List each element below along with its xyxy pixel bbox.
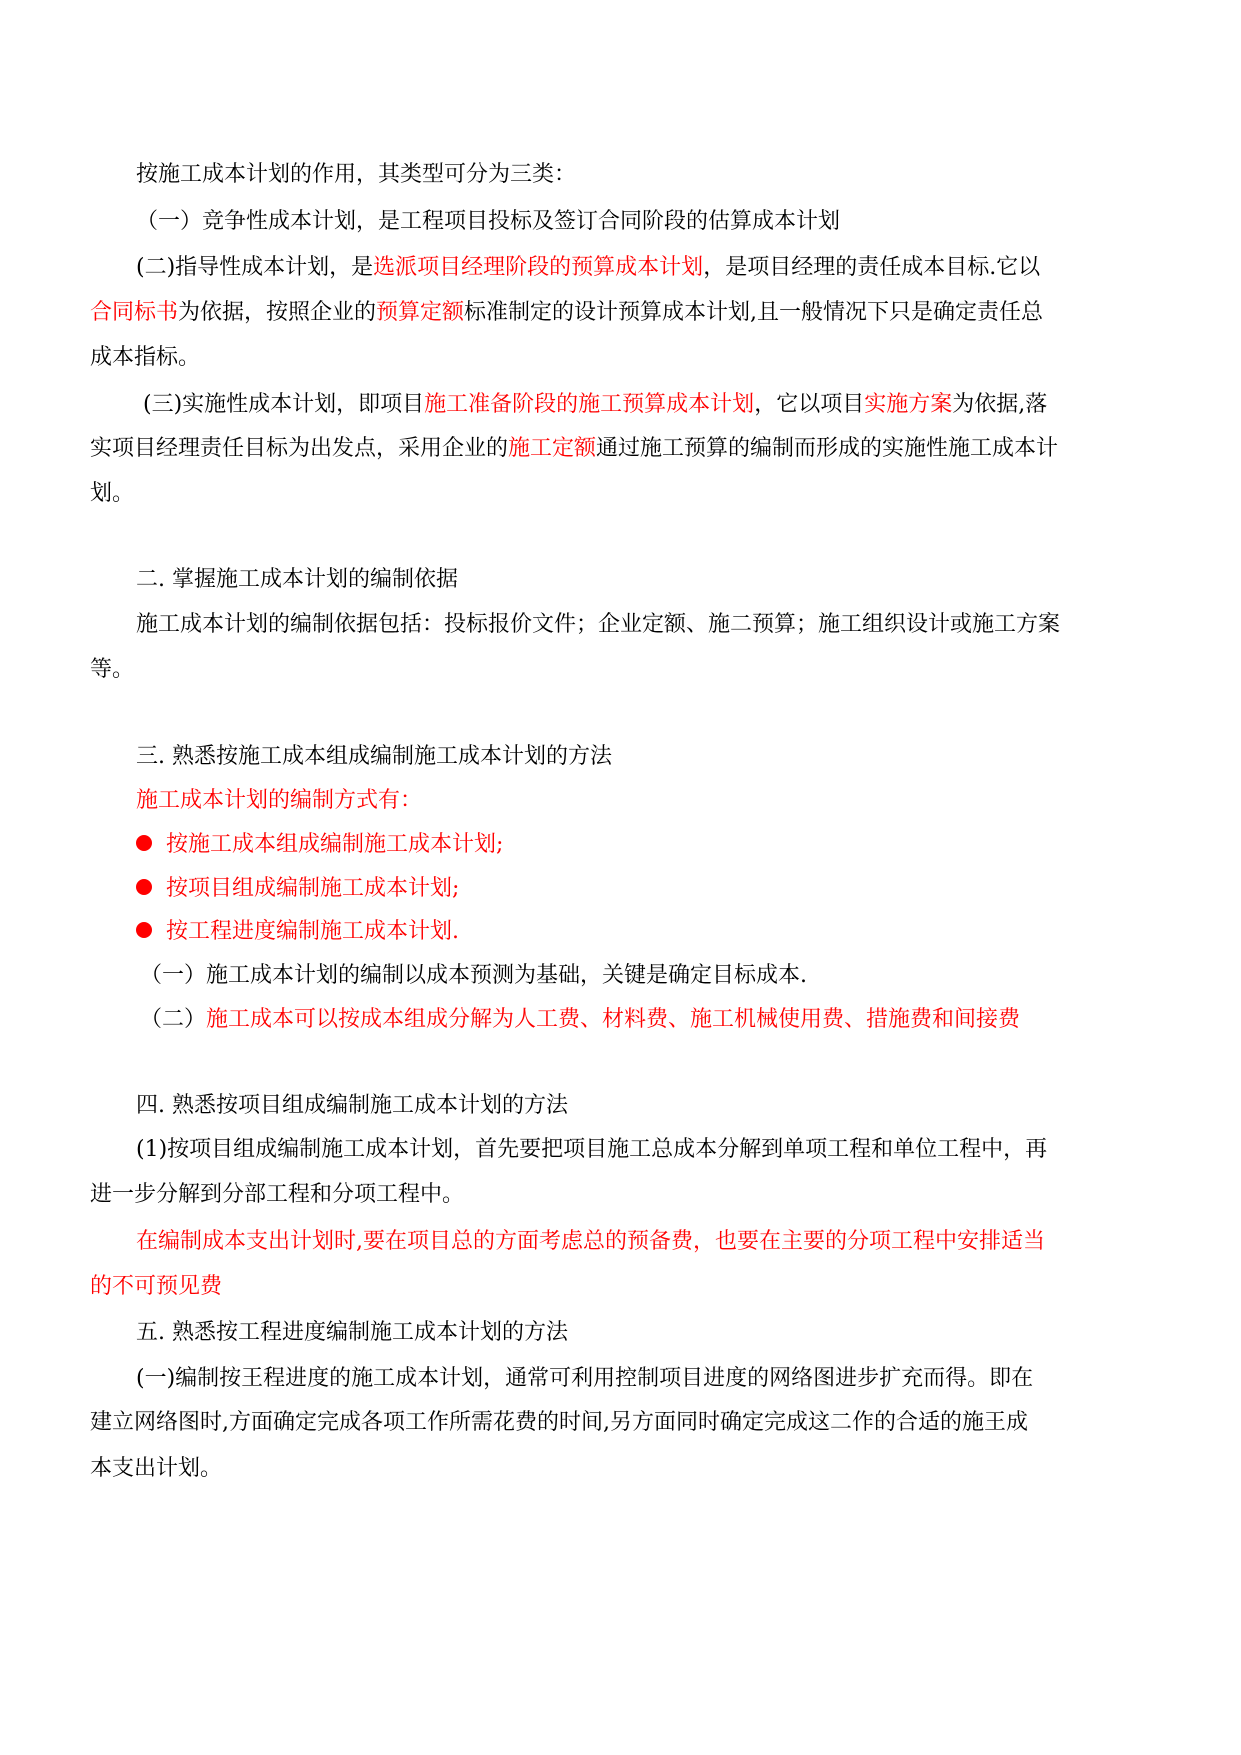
text-run: 成本指标。	[90, 345, 201, 370]
intro-line	[136, 160, 1156, 190]
bullet-dot-icon	[136, 922, 152, 938]
highlighted-text: 的不可预见费	[90, 1274, 223, 1299]
section-3-heading	[136, 742, 1156, 772]
type-1-line	[136, 207, 1156, 237]
highlighted-text: 施工定额	[508, 436, 597, 461]
text-run: （一）竞争性成本计划，是工程项目投标及签订合同阶段的估算成本计划	[136, 209, 841, 234]
type-2-line-3	[90, 343, 1110, 373]
text-run: 为依据，按照企业的	[178, 300, 377, 325]
section-3-methods-title	[136, 786, 1156, 816]
text-run: 施工成本计划的编制依据包括：投标报价文件；企业定额、施二预算；施工组织设计或施工方案	[136, 612, 1061, 637]
text-run: 通过施工预算的编制而形成的实施性施工成本计	[596, 436, 1059, 461]
bullet-dot-icon	[136, 835, 152, 851]
text-run: 二. 掌握施工成本计划的编制依据	[136, 567, 458, 592]
text-run: 建立网络图时,方面确定完成各项工作所需花费的时间,另方面同时确定完成这二作的合适的施王成	[90, 1410, 1028, 1435]
section-5-heading	[136, 1318, 1156, 1348]
text-run: 按施工成本计划的作用，其类型可分为三类：	[136, 162, 577, 187]
highlighted-text: 按项目组成编制施工成本计划;	[166, 876, 460, 901]
highlighted-text: 施工准备阶段的施工预算成本计划	[424, 392, 755, 417]
highlighted-text: 施工成本可以按成本组成分解为人工费、材料费、施工机械使用费、措施费和间接费	[206, 1007, 1021, 1032]
method-bullet-3	[136, 917, 1156, 947]
section-5-body-1	[136, 1364, 1156, 1394]
section-3-point-1	[140, 961, 1160, 991]
text-run: (一)编制按王程进度的施工成本计划，通常可利用控制项目进度的网络图进步扩充而得。即在	[136, 1366, 1034, 1391]
method-bullet-2	[136, 874, 1156, 904]
highlighted-text: 按工程进度编制施工成本计划.	[166, 919, 459, 944]
text-run: (三)实施性成本计划，即项目	[143, 392, 425, 417]
highlighted-text: 预算定额	[376, 300, 465, 325]
type-3-line-3	[90, 479, 1110, 509]
text-run: （一）施工成本计划的编制以成本预测为基础，关键是确定目标成本.	[140, 963, 807, 988]
section-4-body-2	[90, 1180, 1110, 1210]
section-4-note-1	[136, 1227, 1156, 1257]
text-run: (二)指导性成本计划，是	[136, 255, 374, 280]
section-5-body-2	[90, 1408, 1110, 1438]
text-run: （二）	[140, 1007, 207, 1032]
section-4-body-1	[136, 1135, 1156, 1165]
section-4-note-2	[90, 1272, 1110, 1302]
section-2-body-1	[136, 610, 1156, 640]
highlighted-text: 合同标书	[90, 300, 179, 325]
type-2-line-1	[136, 253, 1156, 283]
text-run: 等。	[90, 657, 135, 682]
highlighted-text: 在编制成本支出计划时,要在项目总的方面考虑总的预备费，也要在主要的分项工程中安排适当	[136, 1229, 1045, 1254]
text-run: 为依据,落	[952, 392, 1048, 417]
text-run: 四. 熟悉按项目组成编制施工成本计划的方法	[136, 1093, 568, 1118]
type-3-line-1	[143, 390, 1163, 420]
bullet-dot-icon	[136, 879, 152, 895]
text-run: 本支出计划。	[90, 1456, 223, 1481]
text-run: 实项目经理责任目标为出发点，采用企业的	[90, 436, 509, 461]
text-run: ，它以项目	[754, 392, 865, 417]
method-bullet-1	[136, 830, 1156, 860]
section-3-point-2	[140, 1005, 1160, 1035]
section-5-body-3	[90, 1454, 1110, 1484]
text-run: 划。	[90, 481, 135, 506]
text-run: ，是项目经理的责任成本目标.它以	[703, 255, 1041, 280]
section-2-body-2	[90, 655, 1110, 685]
section-2-heading	[136, 565, 1156, 595]
section-4-heading	[136, 1091, 1156, 1121]
highlighted-text: 施工成本计划的编制方式有：	[136, 788, 423, 813]
text-run: 标准制定的设计预算成本计划,且一般情况下只是确定责任总	[464, 300, 1044, 325]
highlighted-text: 选派项目经理阶段的预算成本计划	[373, 255, 704, 280]
text-run: 五. 熟悉按工程进度编制施工成本计划的方法	[136, 1320, 568, 1345]
text-run: 进一步分解到分部工程和分项工程中。	[90, 1182, 465, 1207]
text-run: 三. 熟悉按施工成本组成编制施工成本计划的方法	[136, 744, 612, 769]
text-run: (1)按项目组成编制施工成本计划，首先要把项目施工总成本分解到单项工程和单位工程中，再	[136, 1137, 1048, 1162]
highlighted-text: 按施工成本组成编制施工成本计划;	[166, 832, 504, 857]
highlighted-text: 实施方案	[864, 392, 953, 417]
type-2-line-2	[90, 298, 1110, 328]
type-3-line-2	[90, 434, 1110, 464]
